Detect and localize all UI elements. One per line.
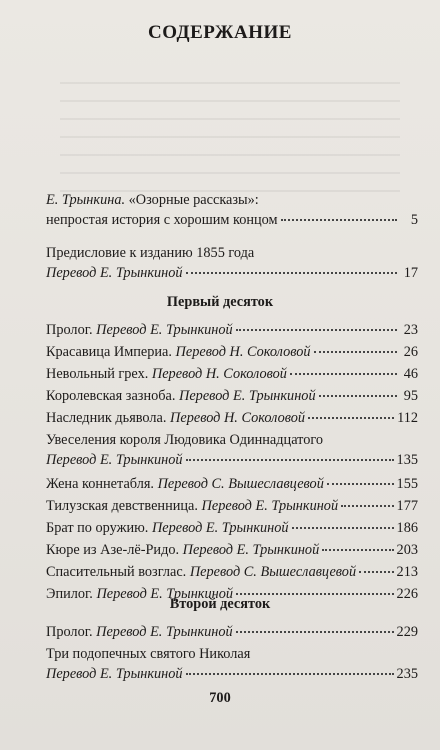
- entry-line: [46, 562, 418, 582]
- leader-dots: [281, 219, 397, 221]
- toc-entry: [46, 518, 418, 538]
- entry-text: [46, 364, 287, 384]
- leader-dots: [290, 373, 397, 375]
- toc-entry: [46, 408, 418, 428]
- page-number: 229: [396, 624, 418, 640]
- entry-line: [46, 496, 418, 516]
- page-number: 23: [403, 322, 418, 338]
- entry-title: Брат по оружию.: [46, 520, 149, 536]
- entry-text: [46, 342, 311, 362]
- entry-text: [46, 562, 356, 582]
- toc-entry: [46, 496, 418, 516]
- entry-line: [46, 386, 418, 406]
- entry-line: [46, 320, 418, 340]
- bleed-through-text: [60, 82, 400, 202]
- entry-translator: Перевод Е. Трынкиной: [96, 586, 234, 602]
- entry-line: [46, 540, 418, 560]
- leader-dots: [314, 351, 397, 353]
- page-number: 235: [396, 666, 418, 682]
- entry-author: Е. Трынкина.: [46, 192, 126, 208]
- toc-entry-intro-essay: [46, 190, 418, 230]
- page-number: 226: [396, 586, 418, 602]
- entry-text: [46, 540, 319, 560]
- folio-page-number: 700: [209, 690, 231, 706]
- toc-entry: [46, 342, 418, 362]
- entry-translator: Перевод Е. Трынкиной: [201, 498, 339, 514]
- toc-entry: [46, 622, 418, 642]
- page-number: 186: [396, 520, 418, 536]
- leader-dots: [327, 483, 394, 485]
- entry-translator: Перевод Е. Трынкиной: [96, 624, 233, 640]
- entry-title: Жена коннетабля.: [46, 476, 154, 492]
- entry-title: Красавица Империа.: [46, 344, 172, 360]
- page-number: 135: [396, 452, 418, 468]
- entry-translator: Перевод С. Вышеславцевой: [157, 476, 324, 492]
- toc-entry: [46, 386, 418, 406]
- toc-entry: [46, 474, 418, 494]
- entry-title: «Озорные рассказы»:: [125, 192, 259, 208]
- entry-translator: Перевод Н. Соколовой: [151, 366, 287, 382]
- entry-translator: Перевод Е. Трынкиной: [179, 388, 316, 404]
- toc-entry-preface: [46, 243, 418, 283]
- entry-line: [46, 664, 418, 684]
- entry-translator: Перевод Е. Трынкиной: [96, 322, 233, 338]
- entry-line: [46, 430, 418, 450]
- entry-text: [46, 622, 233, 642]
- entry-translator: Перевод Н. Соколовой: [170, 410, 306, 426]
- entry-title: Королевская зазноба.: [46, 388, 176, 404]
- page-number: 155: [396, 476, 418, 492]
- page-number: 203: [396, 542, 418, 558]
- section-heading-second: Второй десяток: [169, 596, 271, 612]
- entry-title: Наследник дьявола.: [46, 410, 167, 426]
- page-number: 177: [396, 498, 418, 514]
- entry-translator: Перевод С. Вышеславцевой: [189, 564, 357, 580]
- entry-title: Три подопечных святого Николая: [46, 646, 251, 662]
- page-number: 5: [410, 212, 418, 228]
- entry-line: [46, 644, 418, 664]
- page-title: СОДЕРЖАНИЕ: [148, 22, 292, 43]
- entry-line: [46, 518, 418, 538]
- page-number: 95: [403, 388, 418, 404]
- entry-translator: Перевод Е. Трынкиной: [182, 542, 320, 558]
- leader-dots: [186, 673, 394, 675]
- entry-translator: Перевод Е. Трынкиной: [151, 520, 289, 536]
- entry-title-cont: непростая история с хорошим концом: [46, 212, 278, 228]
- leader-dots: [322, 549, 393, 551]
- entry-title: Пролог.: [46, 624, 93, 640]
- toc-entry: [46, 562, 418, 582]
- leader-dots: [341, 505, 393, 507]
- leader-dots: [308, 417, 394, 419]
- entry-title: Кюре из Азе-лё-Ридо.: [46, 542, 180, 558]
- entry-line: [46, 450, 418, 470]
- page-number: 46: [403, 366, 418, 382]
- leader-dots: [292, 527, 394, 529]
- entry-title: Пролог.: [46, 322, 93, 338]
- entry-title: Предисловие к изданию 1855 года: [46, 245, 255, 261]
- entry-text: [46, 474, 324, 494]
- entry-line: [46, 474, 418, 494]
- entry-title: Спасительный возглас.: [46, 564, 187, 580]
- toc-entry: [46, 540, 418, 560]
- entry-translator: Перевод Н. Соколовой: [175, 344, 311, 360]
- toc-entry: [46, 644, 418, 684]
- entry-title: Тилузская девственница.: [46, 498, 198, 514]
- entry-text: [46, 408, 305, 428]
- entry-line: [46, 364, 418, 384]
- leader-dots: [186, 459, 394, 461]
- leader-dots: [359, 571, 393, 573]
- leader-dots: [319, 395, 397, 397]
- entry-line: [46, 408, 418, 428]
- toc-entry: [46, 364, 418, 384]
- entry-translator: Перевод Е. Трынкиной: [46, 666, 183, 682]
- entry-title: Невольный грех.: [46, 366, 149, 382]
- leader-dots: [236, 593, 394, 595]
- page-number: 17: [403, 265, 418, 281]
- leader-dots: [236, 631, 394, 633]
- entry-title: Эпилог.: [46, 586, 93, 602]
- entry-line: [46, 622, 418, 642]
- page-number: 213: [396, 564, 418, 580]
- entry-title: Увеселения короля Людовика Одиннадцатого: [46, 432, 324, 448]
- entry-text: [46, 386, 316, 406]
- leader-dots: [236, 329, 397, 331]
- leader-dots: [186, 272, 397, 274]
- page-number: 112: [397, 410, 418, 426]
- toc-entry: [46, 320, 418, 340]
- entry-translator: Перевод Е. Трынкиной: [46, 265, 183, 281]
- page-number: 26: [403, 344, 418, 360]
- entry-text: [46, 518, 289, 538]
- section-heading-first: Первый десяток: [166, 294, 274, 310]
- entry-text: [46, 320, 233, 340]
- entry-translator: Перевод Е. Трынкиной: [46, 452, 183, 468]
- entry-line: [46, 342, 418, 362]
- entry-text: [46, 496, 338, 516]
- toc-entry: [46, 430, 418, 470]
